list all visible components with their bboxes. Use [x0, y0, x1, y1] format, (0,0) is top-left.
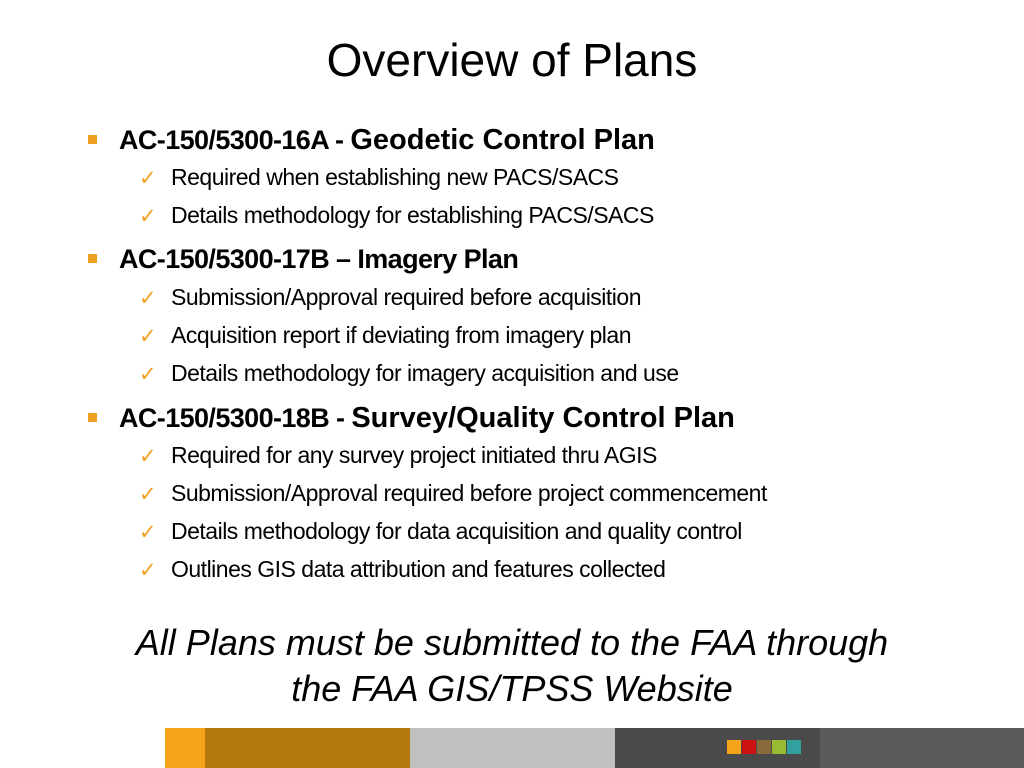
- checkmark-icon: ✓: [139, 204, 157, 228]
- bullet-content: [88, 124, 988, 594]
- section-heading-text: [119, 402, 735, 435]
- list-item: [88, 284, 988, 322]
- square-bullet-icon: [88, 135, 97, 144]
- section-heading-text: [119, 244, 518, 275]
- footer-square-green: [772, 740, 786, 754]
- checkmark-icon: ✓: [139, 362, 157, 386]
- checkmark-icon: ✓: [139, 324, 157, 348]
- checkmark-icon: ✓: [139, 444, 157, 468]
- list-item-text: Details methodology for establishing PACS/SACS: [171, 202, 654, 228]
- list-item-text: Acquisition report if deviating from imagery plan: [171, 322, 632, 348]
- footer-segment-light-gray: [410, 728, 615, 768]
- list-item: [88, 360, 988, 398]
- list-item: [88, 164, 988, 202]
- list-item: [88, 556, 988, 594]
- section-heading: [88, 402, 988, 442]
- decorative-footer-bar: [0, 728, 1024, 768]
- sub-list: [88, 284, 988, 398]
- checkmark-icon: ✓: [139, 286, 157, 310]
- submission-note-line-1: All Plans must be submitted to the FAA through: [135, 622, 889, 663]
- submission-note: [0, 620, 1024, 712]
- section-survey-quality-control: [88, 402, 988, 594]
- section-geodetic-control: [88, 124, 988, 240]
- list-item: [88, 442, 988, 480]
- submission-note-line-2: the FAA GIS/TPSS Website: [291, 668, 733, 709]
- advisory-circular-code: AC-150/5300-18B -: [119, 403, 352, 433]
- footer-square-teal: [787, 740, 801, 754]
- footer-square-red: [742, 740, 756, 754]
- list-item: [88, 480, 988, 518]
- checkmark-icon: ✓: [139, 520, 157, 544]
- list-item: [88, 518, 988, 556]
- list-item-text: Required when establishing new PACS/SACS: [171, 164, 619, 190]
- list-item-text: Details methodology for imagery acquisition and use: [171, 360, 679, 386]
- section-heading: [88, 244, 988, 284]
- advisory-circular-code: AC-150/5300-17B –: [119, 244, 358, 274]
- list-item: [88, 202, 988, 240]
- footer-square-orange: [727, 740, 741, 754]
- section-heading-text: [119, 124, 655, 157]
- section-heading: [88, 124, 988, 164]
- list-item-text: Details methodology for data acquisition and quality control: [171, 518, 742, 544]
- sub-list: [88, 164, 988, 240]
- list-item-text: Outlines GIS data attribution and features collected: [171, 556, 666, 582]
- slide-title: Overview of Plans: [326, 34, 698, 86]
- footer-segment-orange: [165, 728, 205, 768]
- square-bullet-icon: [88, 413, 97, 422]
- footer-segment-gold: [205, 728, 410, 768]
- footer-segment-end-gray: [820, 728, 1024, 768]
- list-item-text: Submission/Approval required before project commencement: [171, 480, 767, 506]
- checkmark-icon: ✓: [139, 482, 157, 506]
- list-item-text: Submission/Approval required before acquisition: [171, 284, 642, 310]
- plan-name: Imagery Plan: [357, 244, 519, 274]
- checkmark-icon: ✓: [139, 166, 157, 190]
- checkmark-icon: ✓: [139, 558, 157, 582]
- plan-name: Survey/Quality Control Plan: [351, 402, 735, 434]
- list-item-text: Required for any survey project initiated thru AGIS: [171, 442, 657, 468]
- sub-list: [88, 442, 988, 594]
- footer-square-brown: [757, 740, 771, 754]
- plan-name: Geodetic Control Plan: [350, 124, 655, 156]
- square-bullet-icon: [88, 254, 97, 263]
- section-imagery: [88, 244, 988, 398]
- list-item: [88, 322, 988, 360]
- advisory-circular-code: AC-150/5300-16A -: [119, 125, 351, 155]
